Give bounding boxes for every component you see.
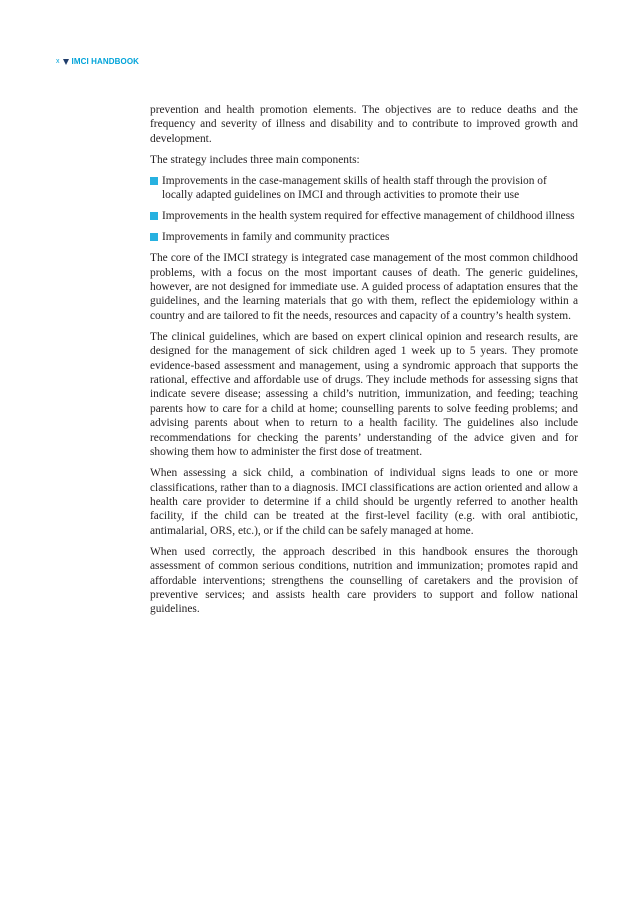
list-item	[150, 174, 578, 203]
main-text	[150, 103, 578, 623]
list-item	[150, 209, 578, 223]
list-item	[150, 230, 578, 244]
page-number: x	[56, 58, 60, 65]
paragraph: The strategy includes three main components:	[150, 153, 360, 166]
components-list	[150, 174, 578, 245]
paragraph: The clinical guidelines, which are based on expert clinical opinion and research results, are designed for the management of sick children aged 1 week up to 5 years. They promote evidence-based assessment and management, using a syndromic approach that supports the rational, effective and affordable use of drugs. They include methods for assessing signs that indicate severe disease; assessing a child’s nutrition, immunization, and feeding; teaching parents how to care for a child at home; counselling parents to solve feeding problems; and advising parents about when to return to a health facility. The guidelines also include recommendations for checking the parents’ understanding of the advice given and for showing them how to administer the first dose of treatment.	[150, 330, 578, 459]
list-item-text: Improvements in family and community practices	[162, 231, 390, 244]
paragraph: prevention and health promotion elements. The objectives are to reduce deaths and the frequency and severity of illness and disability and to contribute to improved growth and development.	[150, 104, 578, 145]
square-bullet-icon	[150, 233, 158, 241]
list-item-text: Improvements in the case-management skills of health staff through the provision of locally adapted guidelines on IMCI and through activities to promote their use	[162, 174, 547, 202]
triangle-down-icon	[63, 59, 69, 65]
square-bullet-icon	[150, 212, 158, 220]
square-bullet-icon	[150, 177, 158, 185]
paragraph: The core of the IMCI strategy is integrated case management of the most common childhood problems, with a focus on the most important causes of death. The generic guidelines, however, are not designed for immediate use. A guided process of adaptation ensures that the guidelines, and the learning materials that go with them, reflect the epidemiology within a country and are tailored to fit the needs, resources and capacity of a country’s health system.	[150, 252, 578, 322]
running-header-title: IMCI HANDBOOK	[71, 57, 140, 66]
list-item-text: Improvements in the health system required for effective management of childhood illness	[162, 210, 575, 223]
running-header	[56, 57, 139, 67]
paragraph: When used correctly, the approach described in this handbook ensures the thorough assessment of common serious conditions, nutrition and immunization; promotes rapid and affordable interventions; strengthens the counselling of caretakers and the provision of preventive services; and assists health care providers to support and follow national guidelines.	[150, 545, 578, 616]
paragraph: When assessing a sick child, a combination of individual signs leads to one or more classifications, rather than to a diagnosis. IMCI classifications are action oriented and allow a health care provider to determine if a child should be urgently referred to another health facility, if the child can be treated at the first-level facility (e.g. with oral antibiotic, antimalarial, ORS, etc.), or if the child can be safely managed at home.	[150, 467, 578, 537]
